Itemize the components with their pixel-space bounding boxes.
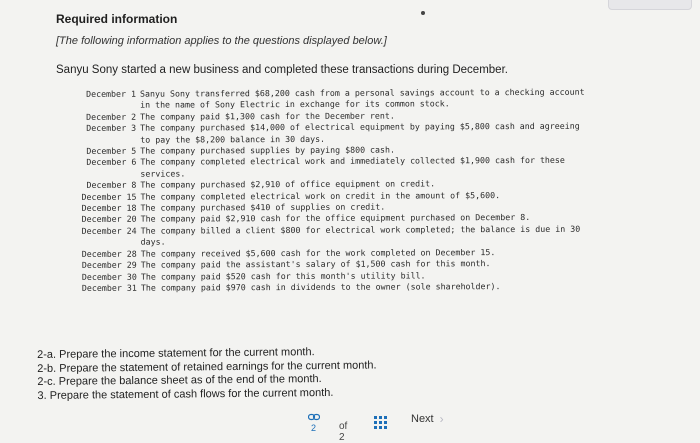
task-list — [37, 345, 377, 403]
transaction-text: The company paid $1,300 cash for the December rent. — [140, 110, 395, 122]
transaction-date: December 30 — [81, 271, 137, 282]
transaction-text: The company purchased $410 of supplies on credit. — [140, 201, 386, 213]
next-button[interactable] — [411, 412, 444, 426]
transaction-text: The company completed electrical work and immediately collected $1,900 cash for these services. — [140, 155, 565, 179]
transaction-date: December 1 — [86, 88, 137, 99]
top-right-tab[interactable] — [608, 0, 692, 10]
page-title: Required information — [56, 12, 178, 26]
transaction-text: The company paid $970 cash in dividends to the owner (sole shareholder). — [140, 281, 501, 293]
transaction-text: The company paid $520 cash for this month's utility bill. — [140, 269, 426, 282]
transaction-date: December 31 — [81, 282, 137, 293]
task-item: 2-c. Prepare the balance sheet as of the end of the month. — [37, 373, 322, 388]
current-page-number[interactable]: 2 — [311, 423, 317, 433]
grid-icon[interactable] — [374, 416, 387, 429]
transaction-date: December 18 — [81, 202, 137, 213]
link-icon[interactable] — [308, 413, 320, 423]
transaction-text: The company purchased $2,910 of office equipment on credit. — [140, 178, 436, 190]
transaction-date: December 2 — [86, 111, 137, 122]
transaction-date: December 3 — [86, 122, 137, 134]
transaction-text: The company purchased $14,000 of electrical equipment by paying $5,800 cash and agreeing to pay the $8,200 balance in 30 days. — [140, 120, 580, 145]
transaction-date: December 24 — [81, 225, 137, 236]
info-note: [The following information applies to the questions displayed below.] — [56, 35, 387, 47]
chevron-right-icon: › — [439, 412, 444, 426]
intro-text: Sanyu Sony started a new business and completed these transactions during December. — [56, 64, 508, 76]
transaction-date: December 5 — [86, 145, 137, 156]
transaction-text: The company billed a client $800 for electrical work completed; the balance is due in 30 days. — [140, 223, 581, 247]
transaction-text: The company received $5,600 cash for the work completed on December 15. — [140, 246, 496, 259]
transaction-row — [64, 121, 594, 146]
page-total: of 2 — [339, 421, 348, 443]
transaction-row — [65, 281, 595, 295]
transaction-text: Sanyu Sony transferred $68,200 cash from a personal savings account to a checking account in the name of Sony Electric in exchange for its common stock. — [139, 86, 585, 111]
transaction-text: The company purchased supplies by paying $800 cash. — [140, 144, 396, 156]
transaction-text: The company completed electrical work on credit in the amount of $5,600. — [140, 189, 501, 202]
transactions-list — [64, 87, 595, 295]
cursor-dot — [421, 11, 425, 15]
transaction-row — [65, 224, 595, 249]
transaction-date: December 6 — [86, 157, 137, 168]
transaction-text: The company paid the assistant's salary of $1,500 cash for this month. — [140, 258, 491, 270]
transaction-text: The company paid $2,910 cash for the office equipment purchased on December 8. — [140, 212, 531, 225]
task-item: 3. Prepare the statement of cash flows for the current month. — [37, 386, 334, 402]
transaction-date: December 28 — [81, 248, 137, 259]
transaction-date: December 29 — [81, 259, 137, 271]
transaction-row — [64, 87, 594, 112]
task-item: 2-a. Prepare the income statement for the current month. — [37, 346, 315, 361]
transaction-row — [64, 155, 594, 180]
transaction-date: December 8 — [86, 179, 137, 191]
transaction-date: December 20 — [81, 214, 137, 225]
transaction-date: December 15 — [81, 191, 137, 202]
task-item: 2-b. Prepare the statement of retained earnings for the current month. — [37, 358, 377, 375]
next-label: Next — [411, 413, 434, 425]
